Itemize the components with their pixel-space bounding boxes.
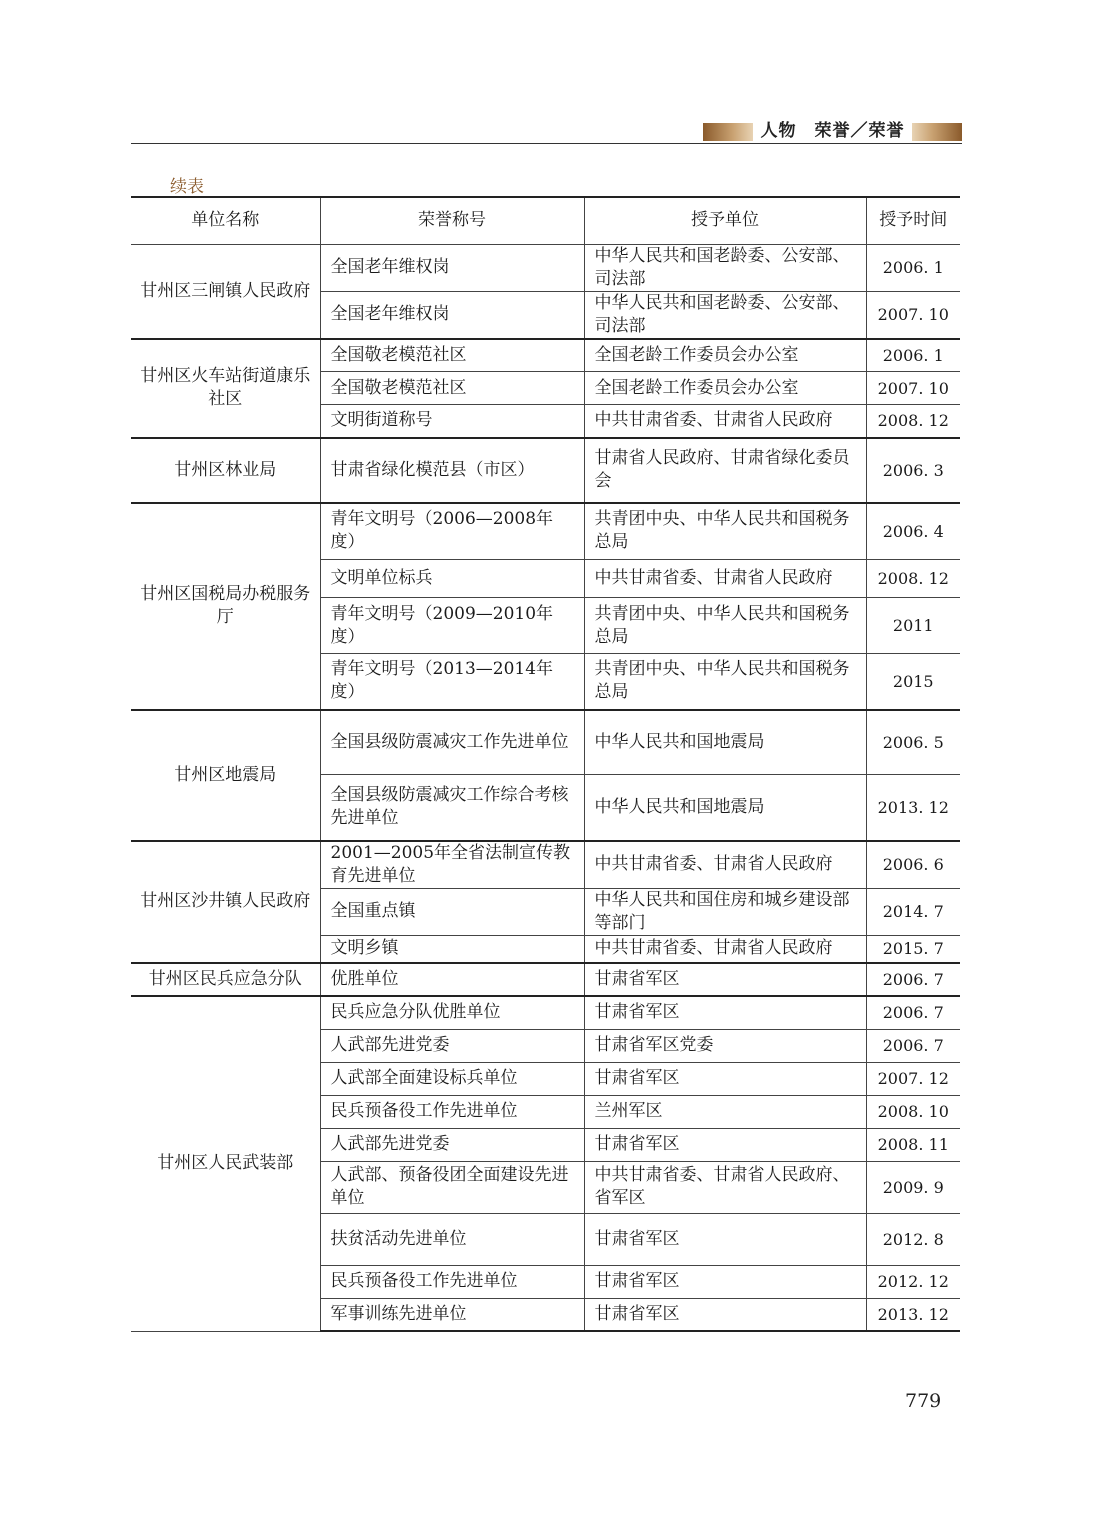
honor-title-cell: 民兵预备役工作先进单位: [320, 1265, 584, 1298]
grantor-cell: 中共甘肃省委、甘肃省人民政府: [584, 405, 866, 438]
honor-title-cell: 文明单位标兵: [320, 560, 584, 598]
grantor-cell: 中华人民共和国老龄委、公安部、司法部: [584, 291, 866, 339]
header-rule: [131, 143, 962, 144]
grant-date-cell: 2008. 10: [866, 1095, 960, 1128]
table-row: [131, 503, 960, 560]
header-date: 授予时间: [866, 197, 960, 244]
grantor-cell: 中共甘肃省委、甘肃省人民政府: [584, 935, 866, 963]
honors-table: [131, 196, 960, 1332]
grant-date-cell: 2007. 10: [866, 372, 960, 405]
honor-title-cell: 甘肃省绿化模范县（市区）: [320, 438, 584, 503]
table-row: [131, 438, 960, 503]
grant-date-cell: 2006. 3: [866, 438, 960, 503]
grantor-cell: 中共甘肃省委、甘肃省人民政府: [584, 560, 866, 598]
table-row: [131, 339, 960, 372]
grantor-cell: 甘肃省军区党委: [584, 1029, 866, 1062]
grant-date-cell: 2006. 1: [866, 244, 960, 291]
grant-date-cell: 2013. 12: [866, 1298, 960, 1331]
grantor-cell: 中华人民共和国地震局: [584, 710, 866, 775]
grant-date-cell: 2014. 7: [866, 888, 960, 935]
grant-date-cell: 2008. 11: [866, 1128, 960, 1161]
grant-date-cell: 2015: [866, 654, 960, 710]
honor-title-cell: 民兵应急分队优胜单位: [320, 996, 584, 1029]
grantor-cell: 中华人民共和国老龄委、公安部、司法部: [584, 244, 866, 291]
table-row: [131, 710, 960, 775]
grant-date-cell: 2006. 7: [866, 996, 960, 1029]
grantor-cell: 甘肃省人民政府、甘肃省绿化委员会: [584, 438, 866, 503]
honor-title-cell: 全国县级防震减灾工作综合考核先进单位: [320, 775, 584, 841]
grantor-cell: 共青团中央、中华人民共和国税务总局: [584, 598, 866, 654]
honor-title-cell: 全国敬老模范社区: [320, 372, 584, 405]
honor-title-cell: 扶贫活动先进单位: [320, 1213, 584, 1265]
unit-name-cell: 甘州区民兵应急分队: [131, 963, 320, 996]
header-unit: 单位名称: [131, 197, 320, 244]
unit-name-cell: 甘州区国税局办税服务厅: [131, 503, 320, 710]
grantor-cell: 甘肃省军区: [584, 963, 866, 996]
grantor-cell: 甘肃省军区: [584, 996, 866, 1029]
grant-date-cell: 2008. 12: [866, 405, 960, 438]
honor-title-cell: 人武部先进党委: [320, 1128, 584, 1161]
grantor-cell: 中华人民共和国住房和城乡建设部等部门: [584, 888, 866, 935]
grant-date-cell: 2009. 9: [866, 1161, 960, 1213]
table-row: [131, 996, 960, 1029]
header-honor: 荣誉称号: [320, 197, 584, 244]
running-header: 人物 荣誉／荣誉: [760, 121, 905, 141]
table-row: [131, 841, 960, 889]
grantor-cell: 中共甘肃省委、甘肃省人民政府、省军区: [584, 1161, 866, 1213]
grant-date-cell: 2006. 6: [866, 841, 960, 889]
grantor-cell: 甘肃省军区: [584, 1213, 866, 1265]
honor-title-cell: 军事训练先进单位: [320, 1298, 584, 1331]
honor-title-cell: 文明街道称号: [320, 405, 584, 438]
grant-date-cell: 2012. 12: [866, 1265, 960, 1298]
page-number: 779: [905, 1390, 942, 1412]
honor-title-cell: 文明乡镇: [320, 935, 584, 963]
grantor-cell: 全国老龄工作委员会办公室: [584, 339, 866, 372]
honor-title-cell: 人武部、预备役团全面建设先进单位: [320, 1161, 584, 1213]
unit-name-cell: 甘州区地震局: [131, 710, 320, 841]
honor-title-cell: 全国老年维权岗: [320, 291, 584, 339]
unit-name-cell: 甘州区三闸镇人民政府: [131, 244, 320, 339]
honor-title-cell: 青年文明号（2013—2014年度）: [320, 654, 584, 710]
grantor-cell: 甘肃省军区: [584, 1265, 866, 1298]
honor-title-cell: 人武部先进党委: [320, 1029, 584, 1062]
header-grantor: 授予单位: [584, 197, 866, 244]
grant-date-cell: 2013. 12: [866, 775, 960, 841]
table-body: [131, 244, 960, 1331]
grant-date-cell: 2012. 8: [866, 1213, 960, 1265]
unit-name-cell: 甘州区沙井镇人民政府: [131, 841, 320, 964]
header-ornament-right: [912, 123, 962, 141]
grantor-cell: 甘肃省军区: [584, 1128, 866, 1161]
table-row: [131, 963, 960, 996]
honor-title-cell: 青年文明号（2006—2008年度）: [320, 503, 584, 560]
grant-date-cell: 2007. 10: [866, 291, 960, 339]
grantor-cell: 甘肃省军区: [584, 1062, 866, 1095]
honor-title-cell: 青年文明号（2009—2010年度）: [320, 598, 584, 654]
grantor-cell: 共青团中央、中华人民共和国税务总局: [584, 654, 866, 710]
honor-title-cell: 全国重点镇: [320, 888, 584, 935]
honor-title-cell: 2001—2005年全省法制宣传教育先进单位: [320, 841, 584, 889]
grantor-cell: 甘肃省军区: [584, 1298, 866, 1331]
honor-title-cell: 全国县级防震减灾工作先进单位: [320, 710, 584, 775]
grantor-cell: 中共甘肃省委、甘肃省人民政府: [584, 841, 866, 889]
grant-date-cell: 2006. 7: [866, 1029, 960, 1062]
continuation-label: 续表: [170, 177, 204, 197]
unit-name-cell: 甘州区人民武装部: [131, 996, 320, 1331]
honor-title-cell: 全国老年维权岗: [320, 244, 584, 291]
honor-title-cell: 优胜单位: [320, 963, 584, 996]
grant-date-cell: 2011: [866, 598, 960, 654]
header-ornament-left: [703, 123, 753, 141]
table-row: [131, 244, 960, 291]
table-header-row: [131, 197, 960, 244]
grant-date-cell: 2008. 12: [866, 560, 960, 598]
honor-title-cell: 全国敬老模范社区: [320, 339, 584, 372]
unit-name-cell: 甘州区火车站街道康乐社区: [131, 339, 320, 438]
grant-date-cell: 2006. 5: [866, 710, 960, 775]
grantor-cell: 中华人民共和国地震局: [584, 775, 866, 841]
honor-title-cell: 民兵预备役工作先进单位: [320, 1095, 584, 1128]
grantor-cell: 共青团中央、中华人民共和国税务总局: [584, 503, 866, 560]
honor-title-cell: 人武部全面建设标兵单位: [320, 1062, 584, 1095]
grantor-cell: 兰州军区: [584, 1095, 866, 1128]
grant-date-cell: 2007. 12: [866, 1062, 960, 1095]
grant-date-cell: 2006. 4: [866, 503, 960, 560]
unit-name-cell: 甘州区林业局: [131, 438, 320, 503]
grantor-cell: 全国老龄工作委员会办公室: [584, 372, 866, 405]
grant-date-cell: 2006. 7: [866, 963, 960, 996]
grant-date-cell: 2006. 1: [866, 339, 960, 372]
grant-date-cell: 2015. 7: [866, 935, 960, 963]
